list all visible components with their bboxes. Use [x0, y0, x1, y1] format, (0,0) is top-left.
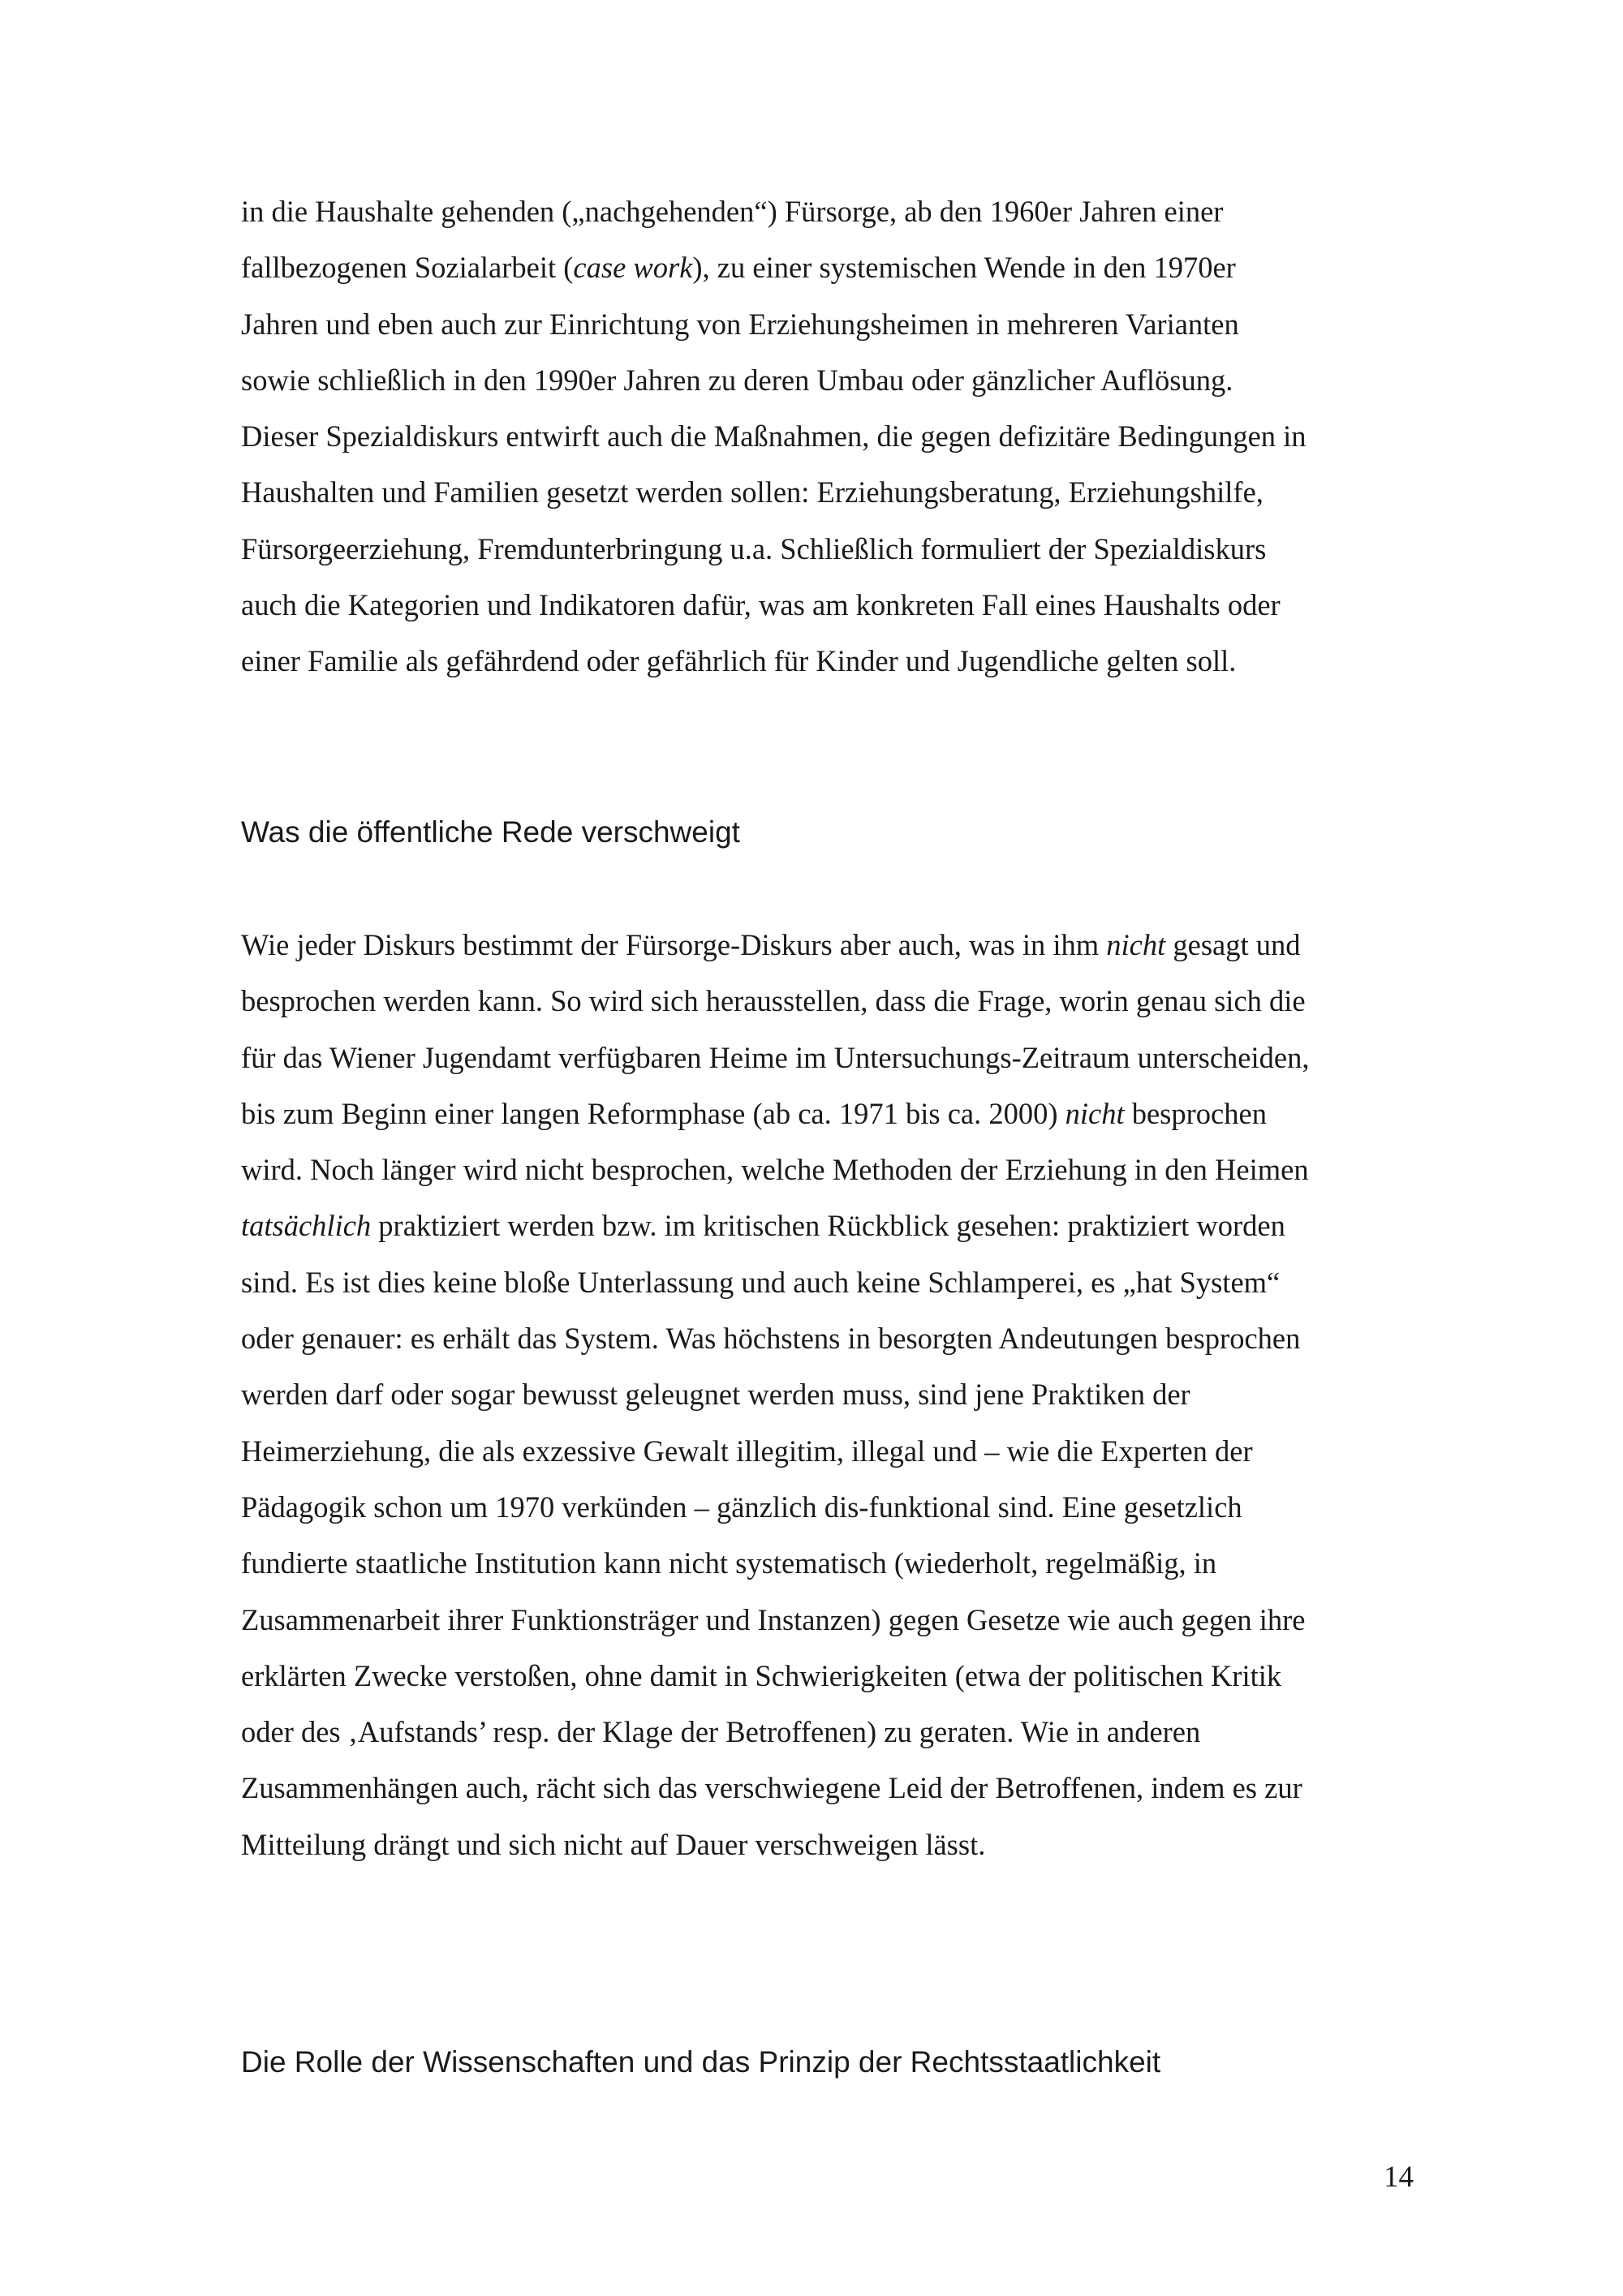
text-run: sind. Es ist dies keine bloße Unterlassung und auch keine Schlamperei, es „hat System“ — [241, 1265, 1281, 1299]
text-line — [241, 1366, 1434, 1422]
text-line — [241, 183, 1434, 239]
text-run: praktiziert werden bzw. im kritischen Rückblick gesehen: praktiziert worden — [371, 1209, 1285, 1243]
text-line — [241, 1030, 1434, 1086]
text-line — [241, 408, 1434, 464]
text-run: Heimerziehung, die als exzessive Gewalt illegitim, illegal und – wie die Experten der — [241, 1434, 1253, 1468]
text-run: einer Familie als gefährdend oder gefährlich für Kinder und Jugendliche gelten soll. — [241, 644, 1237, 678]
text-run: für das Wiener Jugendamt verfügbaren Heime im Untersuchungs-Zeitraum unterscheiden, — [241, 1040, 1310, 1074]
text-run: Haushalten und Familien gesetzt werden sollen: Erziehungsberatung, Erziehungshilfe, — [241, 475, 1264, 510]
text-run: gesagt und — [1165, 928, 1301, 961]
text-line — [241, 1254, 1434, 1310]
text-line — [241, 296, 1434, 352]
text-run: ), zu einer systemischen Wende in den 1970er — [692, 251, 1236, 285]
text-run: Fürsorgeerziehung, Fremdunterbringung u.a. Schließlich formuliert der Spezialdiskurs — [241, 531, 1267, 565]
section-heading: Die Rolle der Wissenschaften und das Prinzip der Rechtsstaatlichkeit — [241, 2045, 1161, 2079]
text-run: Pädagogik schon um 1970 verkünden – gänzlich dis-funktional sind. Eine gesetzlich — [241, 1490, 1242, 1524]
text-line — [241, 1592, 1434, 1648]
text-line — [241, 239, 1434, 295]
text-run: nicht — [1106, 928, 1166, 961]
text-line — [241, 577, 1434, 633]
text-run: nicht — [1065, 1096, 1125, 1130]
text-line — [241, 1704, 1434, 1760]
text-line — [241, 521, 1434, 577]
text-line — [241, 1817, 1434, 1872]
text-run: in die Haushalte gehenden („nachgehenden“) Fürsorge, ab den 1960er Jahren einer — [241, 195, 1224, 228]
text-run: erklärten Zwecke verstoßen, ohne damit in Schwierigkeiten (etwa der politischen Kritik — [241, 1658, 1282, 1692]
text-run: fallbezogenen Sozialarbeit ( — [241, 251, 574, 285]
text-run: besprochen — [1124, 1096, 1267, 1130]
text-line — [241, 1197, 1434, 1253]
text-line — [241, 1086, 1434, 1142]
text-run: Jahren und eben auch zur Einrichtung von Erziehungsheimen in mehreren Varianten — [241, 307, 1239, 341]
text-line — [241, 1310, 1434, 1366]
text-line — [241, 1423, 1434, 1479]
text-line — [241, 917, 1434, 973]
text-run: fundierte staatliche Institution kann nicht systematisch (wiederholt, regelmäßig, in — [241, 1546, 1217, 1580]
text-run: Dieser Spezialdiskurs entwirft auch die Maßnahmen, die gegen defizitäre Bedingungen in — [241, 419, 1307, 454]
text-run: auch die Kategorien und Indikatoren dafür, was am konkreten Fall eines Haushalts oder — [241, 588, 1281, 622]
text-line — [241, 1479, 1434, 1535]
text-line — [241, 1535, 1434, 1591]
text-run: werden darf oder sogar bewusst geleugnet werden muss, sind jene Praktiken der — [241, 1378, 1190, 1412]
text-line — [241, 633, 1434, 689]
text-line — [241, 1760, 1434, 1816]
text-line — [241, 464, 1434, 520]
text-line — [241, 973, 1434, 1029]
text-run: tatsächlich — [241, 1209, 372, 1243]
section-heading: Was die öffentliche Rede verschweigt — [241, 815, 740, 849]
body-paragraph — [241, 917, 1434, 1872]
text-run: bis zum Beginn einer langen Reformphase (ab ca. 1971 bis ca. 2000) — [241, 1096, 1065, 1130]
text-line — [241, 1648, 1434, 1704]
text-run: sowie schließlich in den 1990er Jahren zu deren Umbau oder gänzlicher Auflösung. — [241, 363, 1233, 397]
text-line — [241, 1142, 1434, 1197]
text-run: case work — [573, 251, 693, 285]
body-paragraph — [241, 183, 1434, 690]
text-run: Wie jeder Diskurs bestimmt der Fürsorge-Diskurs aber auch, was in ihm — [241, 928, 1107, 961]
text-run: Zusammenhängen auch, rächt sich das verschwiegene Leid der Betroffenen, indem es zur — [241, 1771, 1302, 1805]
text-run: Mitteilung drängt und sich nicht auf Dauer verschweigen lässt. — [241, 1827, 986, 1861]
text-run: wird. Noch länger wird nicht besprochen, welche Methoden der Erziehung in den Heimen — [241, 1153, 1309, 1187]
text-run: besprochen werden kann. So wird sich herausstellen, dass die Frage, worin genau sich die — [241, 984, 1306, 1018]
text-run: Zusammenarbeit ihrer Funktionsträger und Instanzen) gegen Gesetze wie auch gegen ihre — [241, 1602, 1306, 1636]
text-run: oder genauer: es erhält das System. Was höchstens in besorgten Andeutungen besprochen — [241, 1322, 1301, 1356]
text-run: oder des ‚Aufstands’ resp. der Klage der Betroffenen) zu geraten. Wie in anderen — [241, 1715, 1201, 1749]
page-number: 14 — [1384, 2161, 1414, 2194]
text-line — [241, 352, 1434, 408]
